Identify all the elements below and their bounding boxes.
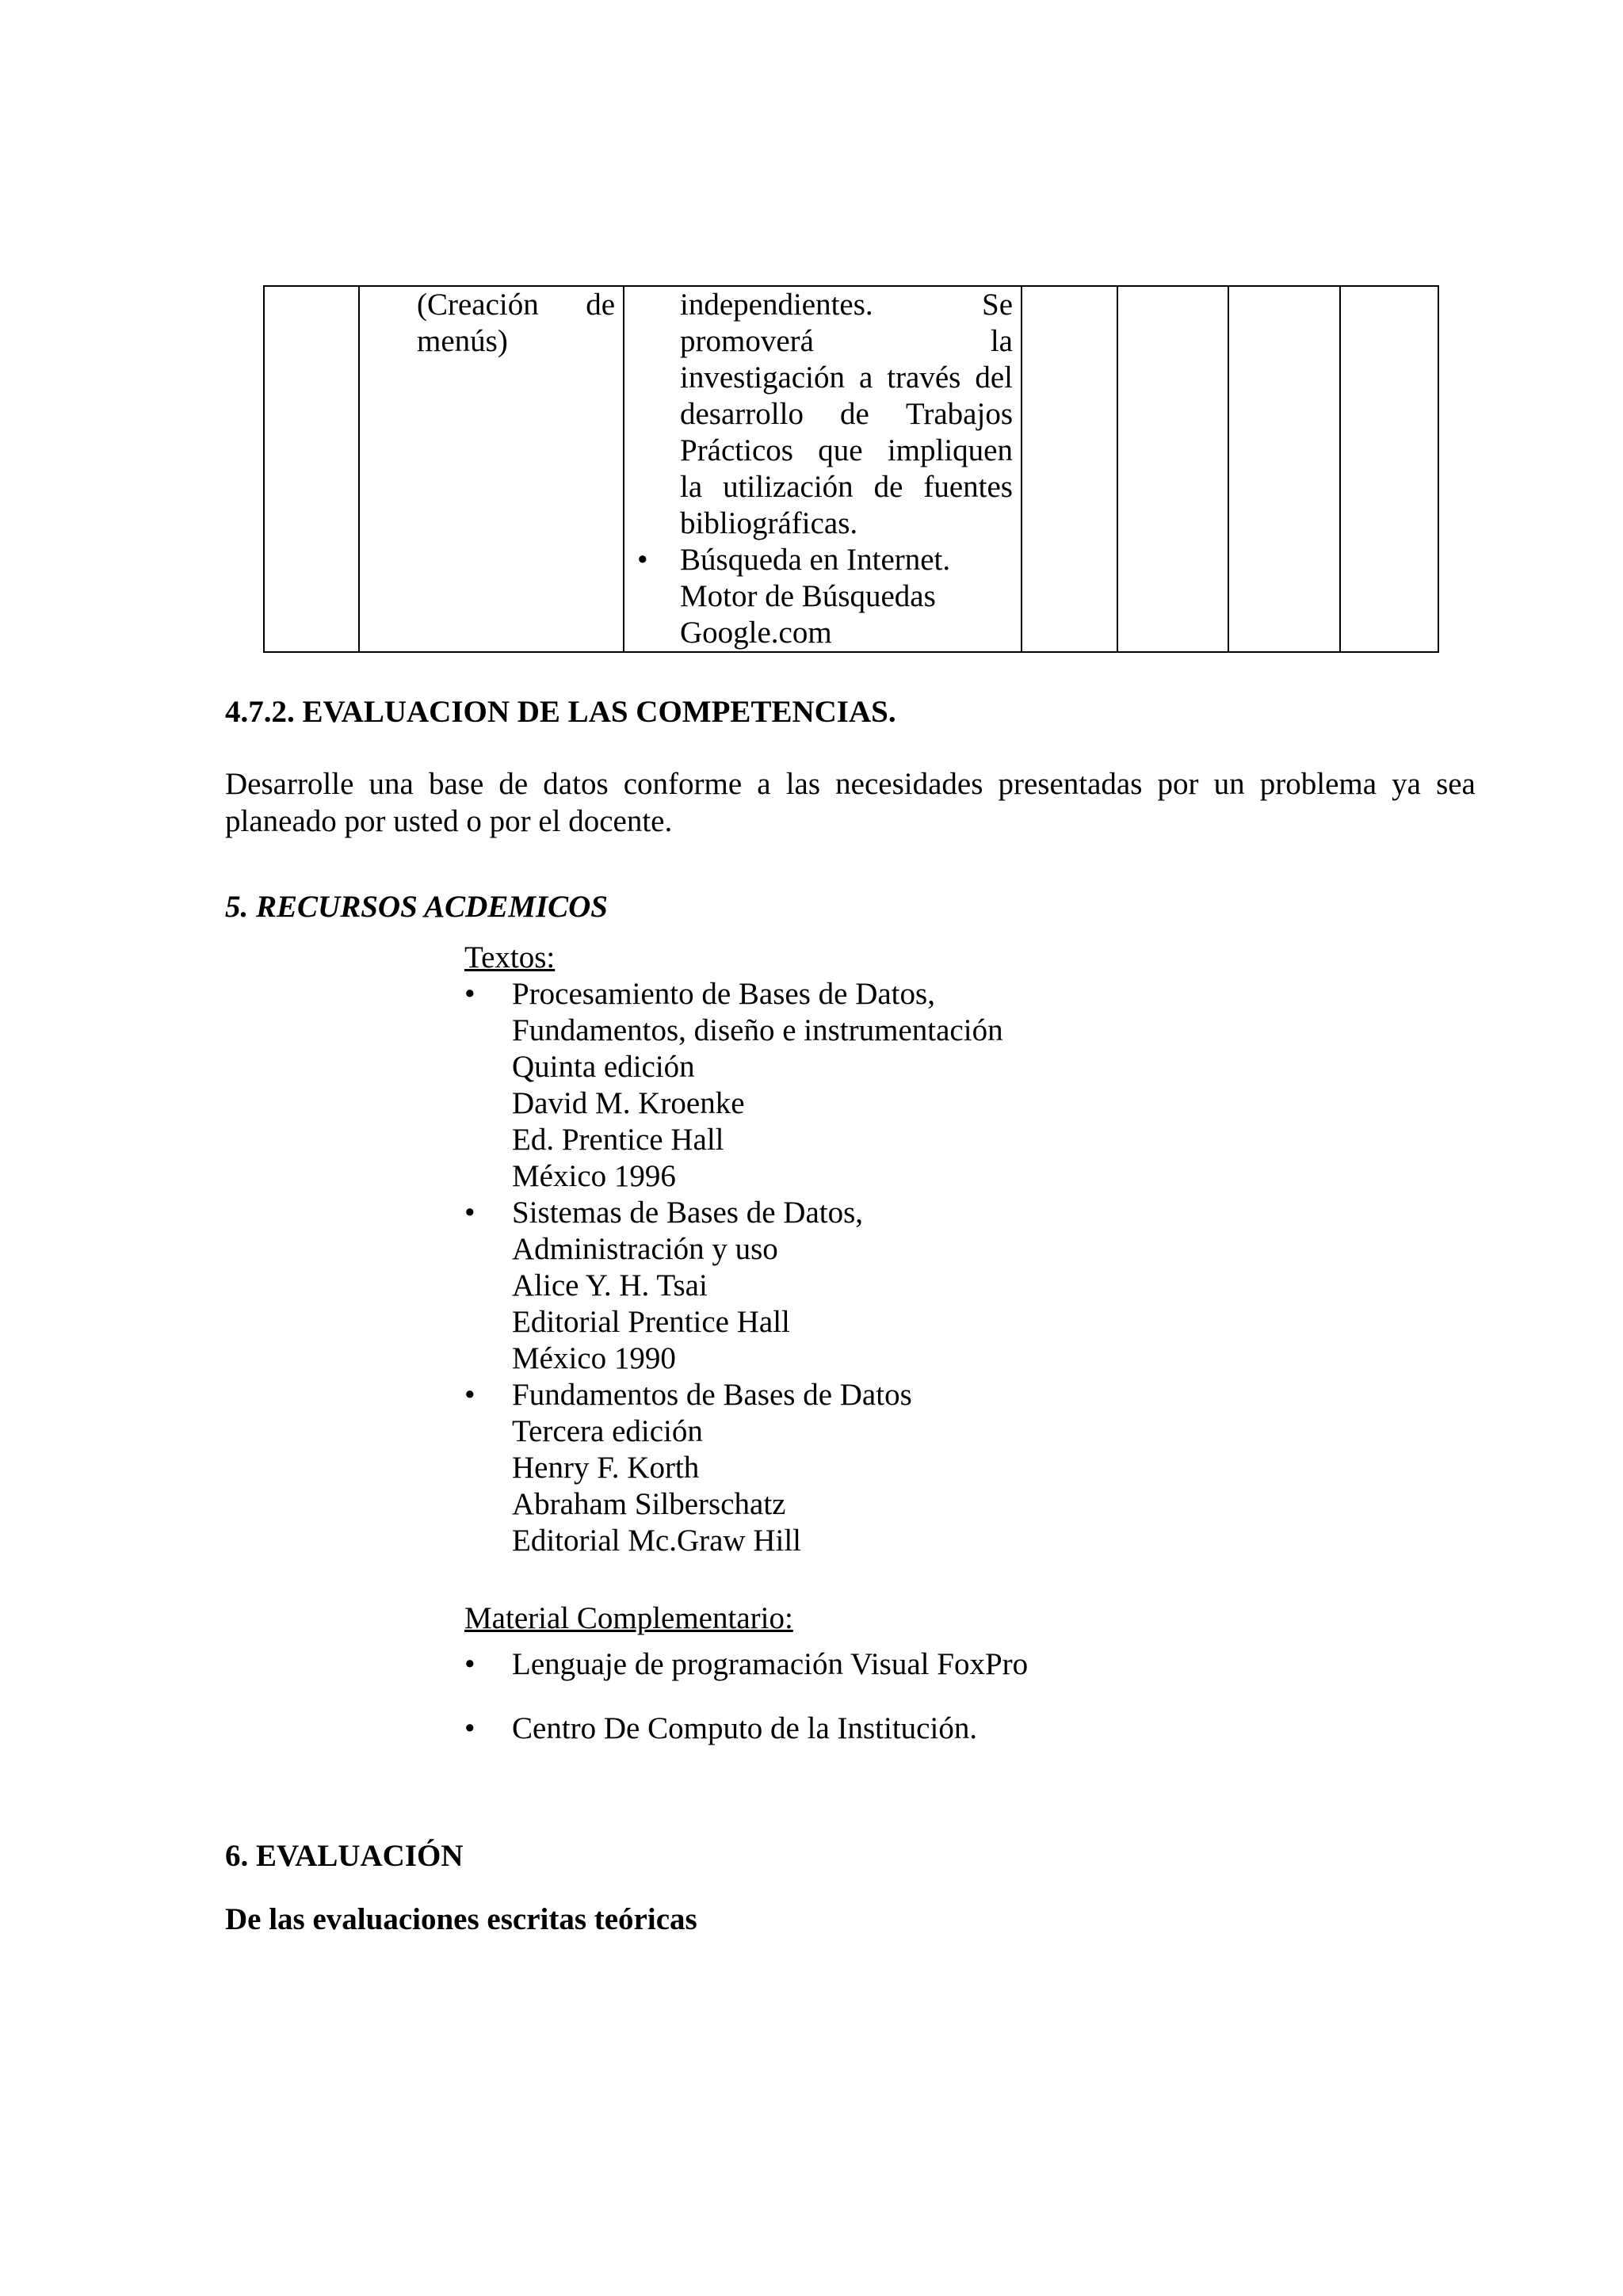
book-line: Ed. Prentice Hall [512, 1123, 724, 1157]
paragraph-word: de [498, 767, 529, 801]
section-heading: 6. EVALUACIÓN [225, 1839, 464, 1873]
resources-list [464, 940, 1178, 1559]
texts-label: Textos: [464, 940, 556, 974]
cell-word: que [818, 433, 863, 467]
cell-word: fuentes [923, 470, 1013, 504]
book-line: Sistemas de Bases de Datos, [512, 1196, 864, 1230]
cell-line [680, 287, 1013, 323]
book-line: Procesamiento de Bases de Datos, [512, 977, 935, 1011]
book-line: México 1996 [512, 1159, 676, 1193]
book-line: Henry F. Korth [512, 1451, 700, 1485]
book-line: Fundamentos de Bases de Datos [512, 1378, 912, 1412]
cell-text: Búsqueda en Internet. [680, 543, 951, 577]
cell-word: través [887, 360, 961, 395]
cell-line [680, 323, 1013, 360]
cell-line [680, 433, 1013, 469]
table-cell-empty [1022, 286, 1117, 652]
book-line: Fundamentos, diseño e instrumentación [512, 1013, 1003, 1047]
table-cell-empty [1228, 286, 1340, 652]
book-line: David M. Kroenke [512, 1086, 745, 1120]
book-line: Abraham Silberschatz [512, 1487, 786, 1521]
book-line: Editorial Mc.Graw Hill [512, 1524, 801, 1558]
bullet-icon: • [464, 1647, 475, 1681]
cell-word: de [873, 470, 903, 504]
cell-word: independientes. [680, 288, 873, 322]
cell-word: del [975, 360, 1013, 395]
paragraph-word: problema [1259, 767, 1377, 801]
section-heading: 4.7.2. EVALUACION DE LAS COMPETENCIAS. [225, 695, 896, 729]
section-subheading: De las evaluaciones escritas teóricas [225, 1902, 697, 1936]
paragraph-word: sea [1436, 767, 1476, 801]
cell-line [680, 360, 1013, 396]
paragraph-word: un [1213, 767, 1245, 801]
cell-word: Prácticos [680, 433, 793, 467]
book-line: Editorial Prentice Hall [512, 1305, 790, 1339]
cell-text: bibliográficas. [680, 506, 858, 540]
book-line: México 1990 [512, 1341, 676, 1375]
paragraph-line: planeado por usted o por el docente. [225, 804, 673, 838]
paragraph-word: datos [543, 767, 609, 801]
complementary-list [464, 1600, 1178, 1747]
book-line: Administración y uso [512, 1232, 778, 1266]
list-item [464, 1195, 1178, 1377]
paragraph-word: Desarrolle [225, 767, 354, 801]
book-line: Alice Y. H. Tsai [512, 1268, 708, 1302]
list-item [464, 1711, 1178, 1747]
table-cell-empty [1340, 286, 1438, 652]
list-item-text: Centro De Computo de la Institución. [512, 1711, 978, 1745]
section-paragraph [225, 765, 1476, 840]
paragraph-word: por [1157, 767, 1199, 801]
paragraph-word: necesidades [835, 767, 983, 801]
cell-word: de [840, 397, 869, 431]
paragraph-word: las [785, 767, 821, 801]
bullet-icon: • [637, 543, 648, 577]
cell-word: desarrollo [680, 397, 804, 431]
paragraph-word: ya [1392, 767, 1421, 801]
cell-word: la [680, 470, 703, 504]
paragraph-word: base [428, 767, 484, 801]
paragraph-word: conforme [623, 767, 743, 801]
bullet-icon: • [464, 977, 475, 1011]
cell-text: Google.com [680, 616, 832, 650]
cell-text: (Creación [417, 288, 539, 322]
section-heading: 5. RECURSOS ACDEMICOS [225, 890, 608, 924]
complementary-label: Material Complementario: [464, 1601, 793, 1635]
bullet-icon: • [464, 1196, 475, 1230]
table-row [264, 286, 1438, 652]
cell-word: a [858, 360, 873, 395]
cell-text: Motor de Búsquedas [680, 579, 936, 613]
table-cell-empty [1117, 286, 1228, 652]
cell-text: de [586, 288, 615, 322]
list-item [464, 1646, 1178, 1683]
cell-line [680, 396, 1013, 433]
paragraph-word: una [369, 767, 414, 801]
table-cell-empty [264, 286, 359, 652]
list-item-text: Lenguaje de programación Visual FoxPro [512, 1647, 1029, 1681]
paragraph-word: presentadas [998, 767, 1143, 801]
activities-table [263, 285, 1439, 653]
cell-word: impliquen [887, 433, 1013, 467]
cell-word: Se [982, 288, 1013, 322]
table-cell-strategies [624, 286, 1022, 652]
book-line: Quinta edición [512, 1050, 695, 1084]
list-item [637, 542, 1013, 651]
list-item [464, 1377, 1178, 1559]
cell-word: la [990, 324, 1013, 358]
book-line: Tercera edición [512, 1414, 703, 1448]
bullet-icon: • [464, 1378, 475, 1412]
paragraph-word: a [757, 767, 771, 801]
cell-word: Trabajos [905, 397, 1013, 431]
cell-text: menús) [417, 324, 508, 358]
cell-line [680, 469, 1013, 505]
bullet-icon: • [464, 1711, 475, 1745]
cell-word: utilización [723, 470, 854, 504]
cell-word: investigación [680, 360, 845, 395]
table-cell-topic [359, 286, 624, 652]
cell-word: promoverá [680, 324, 814, 358]
list-item [464, 976, 1178, 1195]
